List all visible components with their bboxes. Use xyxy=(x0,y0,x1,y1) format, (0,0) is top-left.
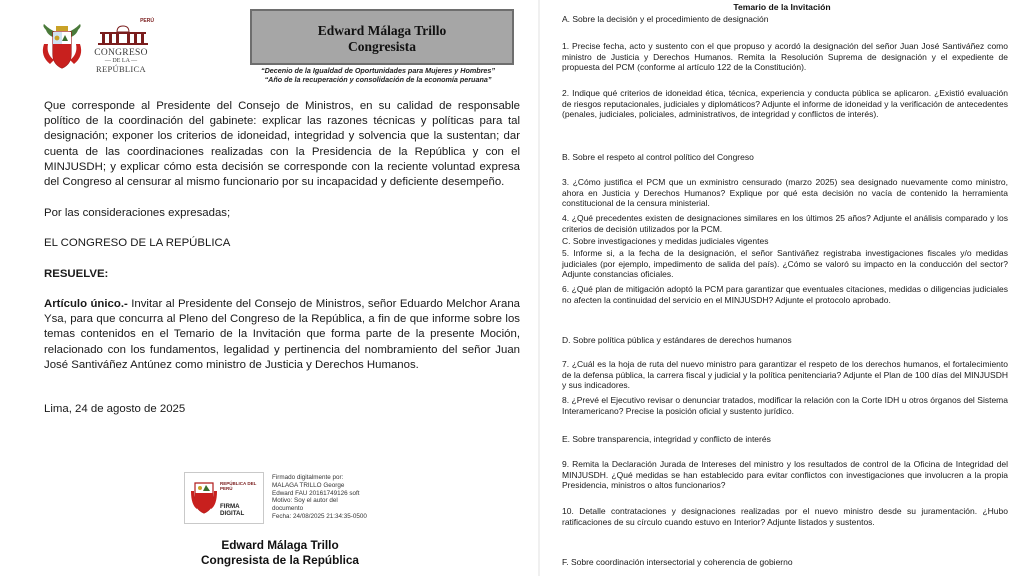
signer-name-block xyxy=(160,538,400,568)
signer-role: Congresista de la República xyxy=(201,553,359,567)
header-logos xyxy=(40,18,170,74)
articulo-unico-paragraph xyxy=(44,297,520,373)
question-10: 10. Detalle contrataciones y designaciones realizadas por el nuevo ministro desde su juramentación. ¿Hubo ratificaciones de su círculo cuando estuvo en Interior? Adjunte listados y sustentos. xyxy=(562,506,1008,527)
author-title-box xyxy=(250,9,514,65)
firma-digital-seal xyxy=(184,472,264,524)
logo-congreso-label: CONGRESO xyxy=(94,48,148,58)
digital-signature-block[interactable] xyxy=(184,472,404,524)
sig-line: Edward FAU 20161749126 soft xyxy=(272,489,360,497)
decenio-motto: “Decenio de la Igualdad de Oportunidades para Mujeres y Hombres” xyxy=(260,66,496,75)
question-3: 3. ¿Cómo justifica el PCM que un exministro censurado (marzo 2025) sea designado nuevamente como ministro, ahora en Justicia y Derechos Humanos? Explique por qué esta decisión no vacía de contenido la herramienta constitucional de la censura ministerial. xyxy=(562,177,1008,209)
question-7: 7. ¿Cuál es la hoja de ruta del nuevo ministro para garantizar el respeto de los derechos humanos, el fortalecimiento de la defensa pública, la carrera fiscal y judicial y la política penitenciaria? Adjunte el Plan de 100 días del MINJUSDH y sus indicadores. xyxy=(562,359,1008,391)
sig-line: Firmado digitalmente por: xyxy=(272,474,344,481)
logo-republica-label: REPÚBLICA xyxy=(96,64,146,74)
section-a-heading: A. Sobre la decisión y el procedimiento de designación xyxy=(562,14,769,24)
sig-line: Fecha: 24/08/2025 21:34:35-0500 xyxy=(272,512,367,520)
sig-line: MALAGA TRILLO George xyxy=(272,481,345,489)
congress-building-icon xyxy=(96,24,150,46)
question-9: 9. Remita la Declaración Jurada de Intereses del ministro y los resultados de control de la Oficina de Integridad del MINJUSDH. ¿Qué medidas se han establecido para evitar conflictos con investigaciones que involucren a la propia Presidencia, ministros o altos funcionarios? xyxy=(562,459,1008,491)
section-f-heading: F. Sobre coordinación intersectorial y coherencia de gobierno xyxy=(562,557,793,567)
section-b-heading: B. Sobre el respeto al control político del Congreso xyxy=(562,152,754,162)
congreso-heading: EL CONGRESO DE LA REPÚBLICA xyxy=(44,237,231,249)
place-date-line: Lima, 24 de agosto de 2025 xyxy=(44,403,186,415)
section-c-heading: C. Sobre investigaciones y medidas judiciales vigentes xyxy=(562,236,769,246)
sig-line: Motivo: Soy el autor del xyxy=(272,497,338,505)
signature-details xyxy=(272,474,412,521)
section-e-heading: E. Sobre transparencia, integridad y conflicto de interés xyxy=(562,434,771,444)
anio-motto: “Año de la recuperación y consolidación de la economía peruana” xyxy=(264,75,492,84)
question-1: 1. Precise fecha, acto y sustento con el que propuso y acordó la designación del señor Juan José Santiváñez como ministro de Justicia y Derechos Humanos. Remita la Resolución Suprema de designación y el expediente de propuesta del PCM (conforme al artículo 122 de la Constitución). xyxy=(562,41,1008,73)
author-name: Edward Málaga Trillo xyxy=(317,23,447,38)
section-d-heading: D. Sobre política pública y estándares de derechos humanos xyxy=(562,335,792,345)
signer-name: Edward Málaga Trillo xyxy=(221,538,339,552)
logo-de-la-label: — DE LA — xyxy=(104,58,138,64)
seal-coat-of-arms-icon xyxy=(191,479,217,515)
question-6: 6. ¿Qué plan de mitigación adoptó la PCM para garantizar que eventuales citaciones, medidas o diligencias judiciales no afecten la continuidad del servicio en el MINJUSDH? Adjunte el protocolo aprobado. xyxy=(562,284,1008,305)
temario-title: Temario de la Invitación xyxy=(733,2,831,12)
articulo-unico-label: Artículo único.- xyxy=(44,298,128,310)
peru-coat-of-arms-icon xyxy=(40,24,84,72)
temario-page-right xyxy=(540,0,1024,576)
consideraciones-line: Por las consideraciones expresadas; xyxy=(44,207,231,219)
considerando-paragraph: Que corresponde al Presidente del Consejo de Ministros, en su calidad de responsable político de la coordinación del gabinete: explicar las razones técnicas y políticas para tal designación; exponer los criterios de idoneidad, integridad y solvencia que la sustentan; dar cuenta de las coordinaciones realizadas con la Presidencia de la República y con el MINJUSDH; y explicar cómo esta decisión se corresponde con la reciente voluntad expresa del Congreso al censurar al mismo funcionario por su incapacidad y deficiente desempeño. xyxy=(44,100,520,189)
official-year-mottos xyxy=(208,66,540,84)
sig-line: documento xyxy=(272,505,304,513)
seal-top-label: REPÚBLICA DEL PERÚ xyxy=(220,481,257,491)
resuelve-heading: RESUELVE: xyxy=(44,268,109,280)
question-5: 5. Informe si, a la fecha de la designación, el señor Santiváñez registraba investigaciones fiscales y/o medidas judiciales (por ejemplo, impedimento de salida del país). ¿Cómo se valoró su impacto en la conducción del sector? Adjunte constancias oficiales. xyxy=(562,248,1008,280)
question-8: 8. ¿Prevé el Ejecutivo revisar o denunciar tratados, modificar la relación con la Corte IDH u otros órganos del Sistema Interamericano? Precise la posición oficial y sustento jurídico. xyxy=(562,395,1008,416)
articulo-unico-text: Invitar al Presidente del Consejo de Ministros, señor Eduardo Melchor Arana Ysa, para que concurra al Pleno del Congreso de la República, a fin de que informe sobre los temas contenidos en el Temario de la Invitación que forma parte de la presente Moción, relacionado con los fundamentos, legalidad y pertinencia del nombramiento del señor Juan José Santiváñez Antúnez como ministro de Justicia y Derechos Humanos. xyxy=(44,298,521,371)
question-4: 4. ¿Qué precedentes existen de designaciones similares en los últimos 25 años? Adjunte el análisis comparado y los criterios de decisión utilizados por la PCM. xyxy=(562,213,1008,234)
congreso-logo xyxy=(88,18,154,74)
question-2: 2. Indique qué criterios de idoneidad ética, técnica, experiencia y conducta pública se aplicaron. ¿Existió evaluación de riesgos reputacionales, judiciales y diplomáticos? Adjunte el informe de idoneidad y la verificación de antecedentes (penales, judiciales, policiales, administrativos, de integridad y conflictos de interés). xyxy=(562,88,1008,120)
author-role: Congresista xyxy=(347,39,416,54)
logo-peru-label: PERÚ xyxy=(140,18,154,24)
firma-digital-label: FIRMA DIGITAL xyxy=(220,503,245,517)
